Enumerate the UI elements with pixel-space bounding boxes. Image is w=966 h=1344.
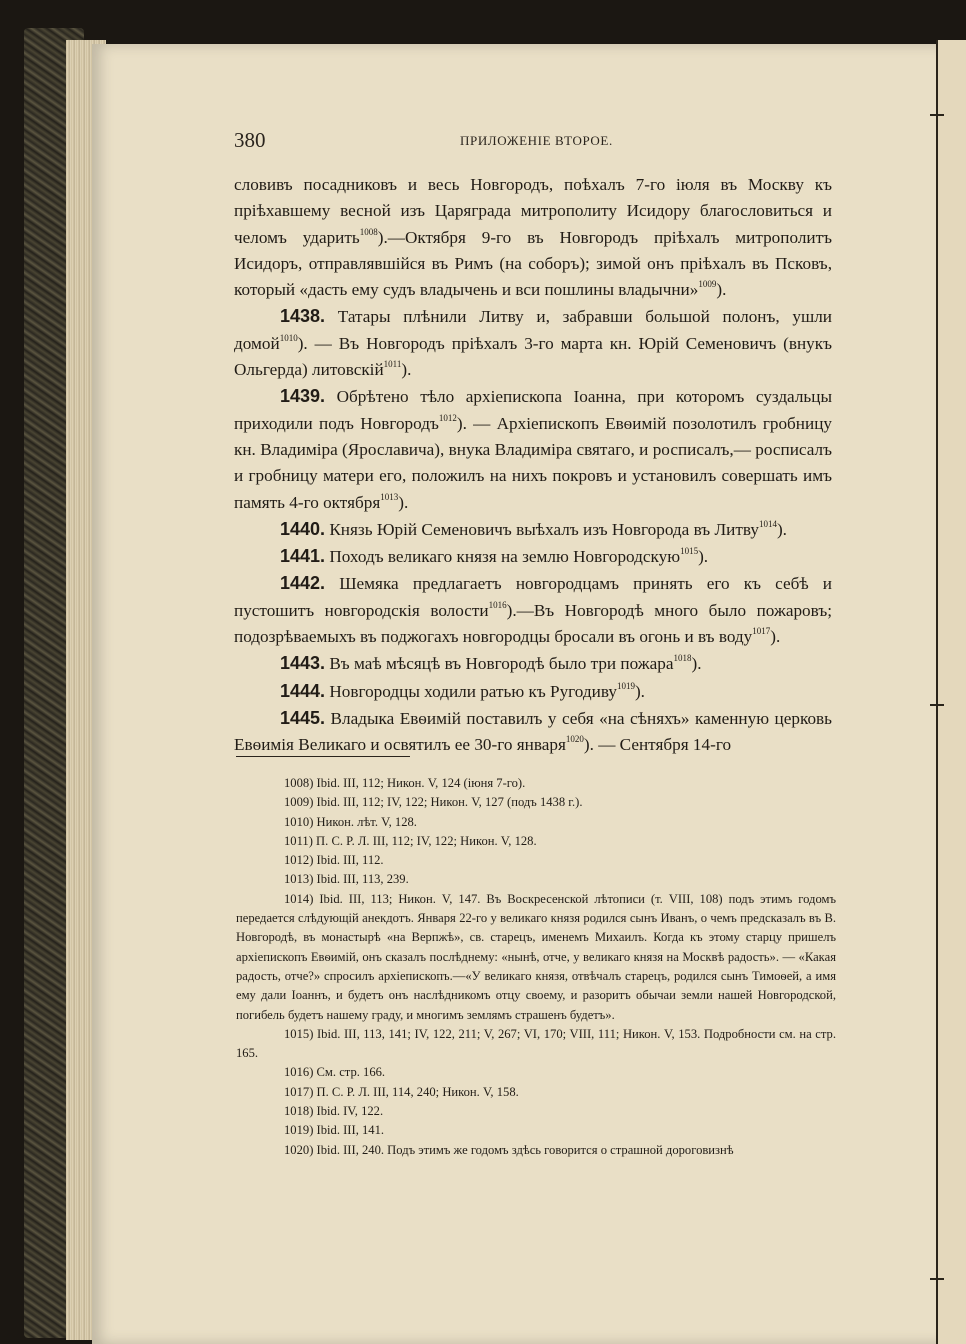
paragraph-1445 (234, 705, 832, 759)
running-head: ПРИЛОЖЕНІЕ ВТОРОЕ. (460, 133, 613, 148)
footnote: 1010) Никон. лѣт. V, 128. (284, 814, 417, 829)
text-run: Татары плѣнили Литву и, забравши большой полонъ, ушли домой (234, 307, 832, 353)
paragraph-1444 (234, 678, 832, 705)
footnote: 1012) Ibid. III, 112. (284, 853, 384, 868)
footnote-ref: 1010 (279, 332, 298, 343)
facing-page-mark (930, 114, 944, 116)
footnote: 1019) Ibid. III, 141. (284, 1123, 385, 1138)
year-heading: 1442. (280, 573, 326, 594)
footnote: 1011) П. С. Р. Л. III, 112; IV, 122; Никон. V, 128. (284, 833, 537, 848)
facing-page-mark (930, 704, 944, 706)
footnote-ref: 1017 (752, 626, 771, 637)
footnote: 1009) Ibid. III, 112; IV, 122; Никон. V, 127 (подъ 1438 г.). (284, 795, 583, 810)
year-heading: 1438. (280, 306, 326, 327)
footnotes (236, 774, 836, 1160)
footnote: 1014) Ibid. III, 113; Никон. V, 147. Въ Воскресенской лѣтописи (т. VIII, 108) подъ этимъ годомъ передается слѣдующій анекдотъ. Января 22-го у великаго князя родился сынъ Иванъ, о чемъ предсказалъ въ В. Новгородѣ, въ монастырѣ «на Верпжѣ», св. старецъ, именемъ Михаилъ. Когда къ этому старцу пришелъ архіепископъ Евѳимій, онъ сказалъ послѣднему: «нынѣ, отче, у великаго князя на Москвѣ радость». — «Какая радость, отче?» спросилъ архіепископъ.—«У великаго князя, отвѣчалъ старецъ, родился сынъ Тимоѳей, а имя ему дали Іоаннъ, и будетъ онъ наслѣдникомъ отцу своему, и разоритъ обычаи земли нашей Новгородской, погибель будетъ нашему граду, и многимъ землямъ страшенъ будетъ». (236, 891, 836, 1022)
footnote: 1020) Ibid. III, 240. Подъ этимъ же годомъ здѣсь говорится о страшной дороговизнѣ (284, 1142, 734, 1157)
text-run: ). — Въ Новгородъ пріѣхалъ 3-го марта кн. Юрій Семеновичъ (внукъ Ольгерда) литовскій (234, 333, 832, 380)
footnote: 1018) Ibid. IV, 122. (284, 1104, 384, 1119)
paragraph-1443 (234, 650, 832, 677)
text-run: ). (401, 360, 412, 380)
footnote-ref: 1011 (383, 359, 402, 370)
text-run: Походъ великаго князя на землю Новгородскую (329, 547, 681, 567)
footnote-ref: 1014 (758, 518, 777, 529)
text-run: Князь Юрій Семеновичъ выѣхалъ изъ Новгорода въ Литву (329, 519, 759, 539)
text-run: ). (770, 627, 781, 647)
year-heading: 1444. (280, 680, 326, 701)
main-text (234, 172, 832, 759)
footnote: 1017) П. С. Р. Л. III, 114, 240; Никон. V, 158. (284, 1084, 519, 1099)
paragraph-1438 (234, 303, 832, 383)
footnote-ref: 1008 (359, 226, 378, 237)
year-heading: 1443. (280, 653, 326, 674)
footnote-ref: 1018 (673, 653, 692, 664)
text-run: Обрѣтено тѣло архіепископа Іоанна, при которомъ суздальцы приходили подъ Новгородъ (234, 387, 833, 433)
text-run: Владыка Евѳимій поставилъ у себя «на сѣняхъ» каменную церковь Евѳимія Великаго и освятилъ ее 30-го января (234, 708, 832, 755)
page-header (234, 128, 830, 158)
text-run: ). (691, 654, 702, 674)
footnote-ref: 1012 (438, 412, 457, 423)
text-run: Въ маѣ мѣсяцѣ въ Новгородѣ было три пожара (329, 654, 674, 674)
text-run: Новгородцы ходили ратью къ Ругодиву (329, 681, 617, 701)
footnote: 1008) Ibid. III, 112; Никон. V, 124 (іюня 7-го). (284, 776, 526, 790)
paragraph-continuation (234, 172, 832, 303)
text-run: словивъ посадниковъ и весь Новгородъ, поѣхалъ 7-го іюля въ Москву къ пріѣхавшему весной изъ Царяграда митрополиту Исидору благословиться и челомъ ударить (234, 175, 832, 247)
footnote-ref: 1016 (488, 599, 507, 610)
footnote-ref: 1009 (698, 279, 717, 290)
facing-page-mark (930, 1278, 944, 1280)
footnote-ref: 1015 (680, 546, 699, 557)
text-run: ). (634, 681, 645, 701)
year-heading: 1439. (280, 386, 326, 407)
facing-page-edge (936, 40, 966, 1344)
footnote: 1015) Ibid. III, 113, 141; IV, 122, 211; V, 267; VI, 170; VIII, 111; Никон. V, 153. Подробности см. на стр. 165. (236, 1026, 836, 1061)
text-run: ). — Сентября 14-го (583, 735, 732, 755)
year-heading: 1441. (280, 546, 326, 567)
footnote: 1013) Ibid. III, 113, 239. (284, 872, 409, 887)
paragraph-1439 (234, 383, 832, 515)
footnote-ref: 1020 (565, 734, 584, 745)
footnote-ref: 1013 (380, 491, 399, 502)
footnote: 1016) См. стр. 166. (284, 1065, 386, 1080)
text-run: ).—Въ Новгородѣ много было пожаровъ; подозрѣваемыхъ въ поджогахъ новгородцы бросали въ огонь и въ воду (234, 600, 832, 647)
paragraph-1440 (234, 516, 832, 543)
paragraph-1441 (234, 543, 832, 570)
text-run: Шемяка предлагаетъ новгородцамъ принять его къ себѣ и пустошитъ новгородскія волости (234, 574, 833, 620)
paragraph-1442 (234, 570, 832, 650)
page-number: 380 (234, 128, 266, 152)
footnote-rule (236, 756, 410, 757)
text-run: ). (716, 280, 727, 300)
text-run: ). — Архіепископъ Евѳимій позолотилъ гробницу кн. Владиміра (Ярославича), внука Владиміра святаго, и росписалъ,— росписалъ и гробницу матери его, положилъ на нихъ покровъ и установилъ совершать имъ память 4-го октября (234, 413, 832, 512)
text-run: ). (776, 519, 787, 539)
text-run: ).—Октября 9-го въ Новгородъ пріѣхалъ митрополитъ Исидоръ, отправлявшійся въ Римъ (на соборъ); зимой онъ пріѣхалъ въ Псковъ, который «дасть ему судъ владычень и вси пошлины владычни» (234, 227, 833, 300)
year-heading: 1445. (280, 707, 326, 728)
text-run: ). (698, 547, 709, 567)
footnote-ref: 1019 (616, 680, 635, 691)
year-heading: 1440. (280, 518, 326, 539)
text-run: ). (398, 492, 409, 512)
